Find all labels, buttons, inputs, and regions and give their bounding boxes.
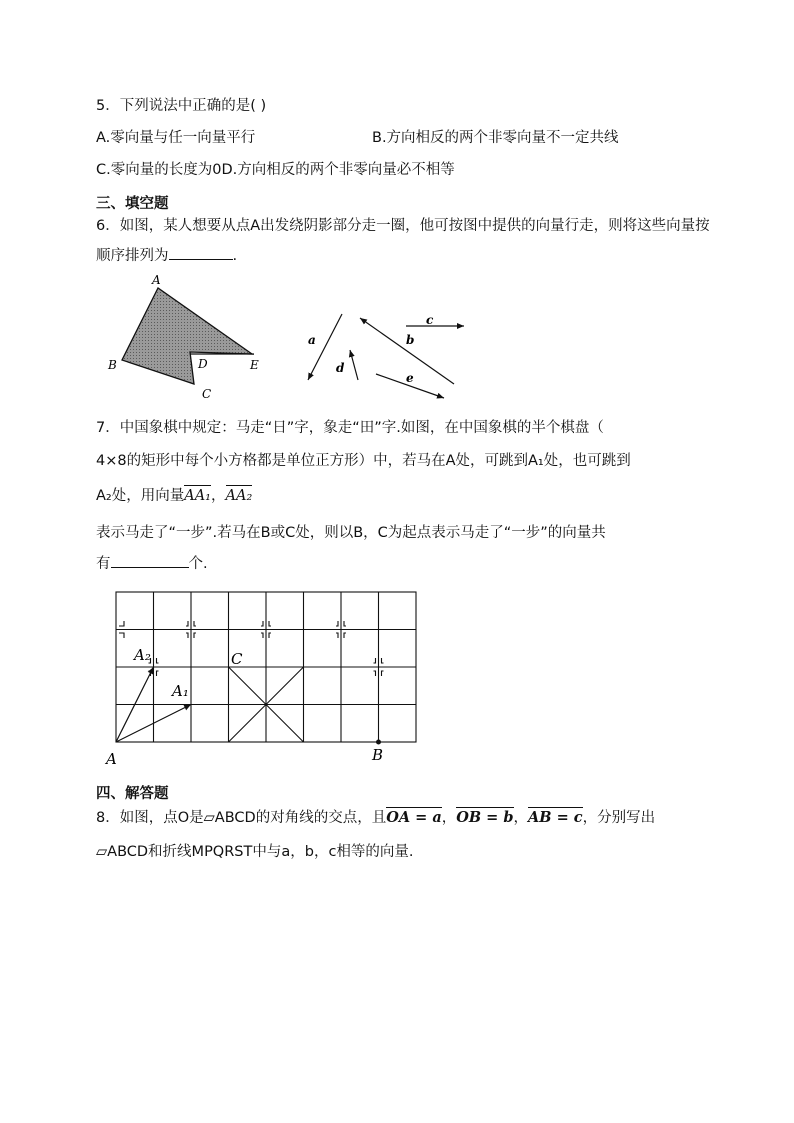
q7-line3-text: A₂处，用向量 — [96, 488, 185, 504]
section-3-heading: 三、填空题 — [96, 196, 169, 212]
point-B — [376, 740, 381, 745]
label-C: C — [202, 387, 212, 401]
section-4-heading: 四、解答题 — [96, 786, 169, 802]
q5-stem: 5．下列说法中正确的是( ) — [96, 98, 267, 114]
label-A: A — [152, 273, 161, 287]
q8-line1 — [96, 808, 655, 828]
vector-e-label: e — [406, 371, 414, 385]
shaded-polygon — [122, 288, 252, 384]
board-label-A: A — [106, 750, 117, 768]
q6-figure — [100, 268, 480, 404]
label-B: B — [108, 358, 117, 372]
q8-line1-pre: 8．如图，点O是▱ABCD的对角线的交点，且 — [96, 810, 387, 826]
q7-line1: 7．中国象棋中规定：马走“日”字，象走“田”字.如图，在中国象棋的半个棋盘（ — [96, 420, 604, 436]
q5-option-c: C.零向量的长度为0 — [96, 162, 222, 178]
board-label-B: B — [372, 746, 384, 764]
q7-line3 — [96, 486, 252, 506]
q7-line5-post: 个. — [188, 556, 208, 572]
q8-eq-b: OB = b — [456, 809, 514, 826]
q8-sep1: ， — [441, 810, 457, 826]
q6-line2-text: 顺序排列为 — [96, 248, 169, 264]
vector-a-label: a — [308, 333, 316, 347]
board-label-A2: A₂ — [134, 646, 151, 664]
q5-options-cd — [96, 160, 455, 180]
q7-comma: ， — [211, 488, 226, 504]
q8-line2: ▱ABCD和折线MPQRST中与a，b，c相等的向量. — [96, 844, 414, 860]
vector-c-label: c — [426, 313, 434, 327]
q7-line4: 表示马走了“一步”.若马在B或C处，则以B，C为起点表示马走了“一步”的向量共 — [96, 525, 606, 541]
board-label-C: C — [231, 650, 243, 668]
label-D: D — [198, 357, 208, 371]
q5-option-d: D.方向相反的两个非零向量必不相等 — [221, 162, 455, 178]
q7-line5 — [96, 553, 208, 574]
chess-board-figure — [100, 586, 422, 768]
vector-d-label: d — [336, 361, 345, 375]
q7-line2: 4×8的矩形中每个小方格都是单位正方形）中，若马在A处，可跳到A₁处，也可跳到 — [96, 453, 631, 469]
q6-line1: 6．如图，某人想要从点A出发绕阴影部分走一圈，他可按图中提供的向量行走，则将这些向量按 — [96, 218, 710, 234]
q8-line1-post: ，分别写出 — [582, 810, 656, 826]
board-label-A1: A₁ — [172, 682, 189, 700]
q8-eq-c: AB = c — [528, 809, 583, 826]
label-E: E — [250, 358, 259, 372]
q6-answer-blank — [169, 245, 233, 260]
vector-d-arrow — [350, 350, 358, 380]
vector-b-label: b — [406, 333, 415, 347]
q6-line2: 顺序排列为 . — [96, 245, 237, 266]
q8-sep2: ， — [513, 810, 529, 826]
q5-option-b: B.方向相反的两个非零向量不一定共线 — [372, 130, 619, 146]
q7-line5-pre: 有 — [96, 556, 111, 572]
vector-AA2: AA₂ — [225, 488, 253, 504]
q5-option-a: A.零向量与任一向量平行 — [96, 130, 256, 146]
q8-eq-a: OA = a — [386, 809, 442, 826]
vector-AA1: AA₁ — [184, 488, 211, 504]
q7-answer-blank — [111, 553, 189, 568]
